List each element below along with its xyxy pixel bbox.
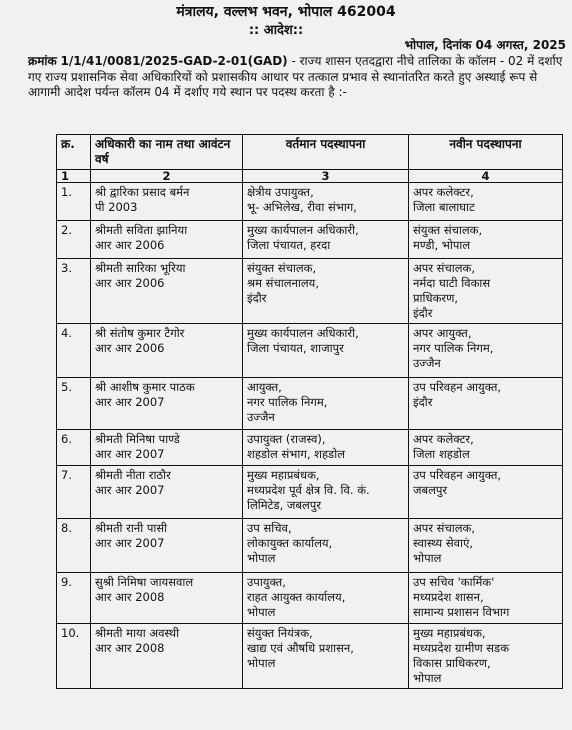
new-posting-line: अपर संचालक, [413, 261, 476, 275]
officer-name-line: आर आर 2007 [95, 395, 165, 409]
serial-cell: 6. [57, 430, 91, 466]
serial-cell: 1. [57, 183, 91, 221]
new-posting-line: उज्जैन [413, 356, 441, 370]
new-posting-line: अपर आयुक्त, [413, 326, 472, 340]
header-sn: क्र. [57, 135, 91, 170]
current-posting-line: इंदौर [247, 291, 267, 305]
current-posting-line: मध्यप्रदेश पूर्व क्षेत्र वि. वि. कं. [247, 483, 370, 497]
officer-name-line: आर आर 2006 [95, 276, 165, 290]
new-posting-line: भोपाल [413, 671, 442, 685]
new-posting-line: अपर कलेक्टर, [413, 185, 474, 199]
place-date: भोपाल, दिनांक 04 अगस्त, 2025 [404, 38, 566, 52]
office-address: मंत्रालय, वल्लभ भवन, भोपाल 462004 [176, 4, 396, 20]
current-posting-line: भोपाल [247, 551, 276, 565]
officer-name-line: आर आर 2007 [95, 447, 165, 461]
serial-cell: 2. [57, 221, 91, 259]
new-posting-line: मण्डी, भोपाल [413, 238, 471, 252]
new-posting-cell [409, 466, 563, 519]
new-posting-line: सामान्य प्रशासन विभाग [413, 605, 510, 619]
new-posting-cell [409, 519, 563, 573]
table-body [57, 183, 563, 689]
officer-name-line: श्री आशीष कुमार पाठक [95, 380, 195, 394]
current-posting-line: राहत आयुक्त कार्यालय, [247, 590, 346, 604]
current-posting-line: भू- अभिलेख, रीवा संभाग, [247, 200, 357, 214]
officer-name-line: सुश्री निमिषा जायसवाल [95, 575, 194, 589]
officer-name-line: आर आर 2006 [95, 341, 165, 355]
header-name: अधिकारी का नाम तथा आवंटन वर्ष [91, 135, 243, 170]
officer-name-cell [91, 324, 243, 378]
new-posting-cell [409, 324, 563, 378]
table-row [57, 573, 563, 624]
current-posting-line: खाद्य एवं औषधि प्रशासन, [247, 641, 354, 655]
current-posting-line: नगर पालिक निगम, [247, 395, 328, 409]
new-posting-line: प्राधिकरण, [413, 291, 459, 305]
current-posting-line: भोपाल [247, 605, 276, 619]
current-posting-line: उपायुक्त (राजस्व), [247, 432, 326, 446]
current-posting-line: मुख्य कार्यपालन अधिकारी, [247, 223, 359, 237]
colnum-4: 4 [409, 170, 563, 183]
officer-name-line: आर आर 2008 [95, 641, 165, 655]
officer-name-cell [91, 466, 243, 519]
current-posting-line: लिमिटेड, जबलपुर [247, 498, 322, 512]
serial-cell: 3. [57, 259, 91, 324]
current-posting-line: लोकायुक्त कार्यालय, [247, 536, 333, 550]
officer-name-cell [91, 519, 243, 573]
new-posting-line: उप सचिव 'कार्मिक' [413, 575, 495, 589]
new-posting-line: भोपाल [413, 551, 442, 565]
transfer-table [56, 134, 563, 689]
officer-name-line: श्रीमती माया अवस्थी [95, 626, 180, 640]
current-posting-cell [243, 324, 409, 378]
new-posting-line: उप परिवहन आयुक्त, [413, 380, 502, 394]
officer-name-line: आर आर 2006 [95, 238, 165, 252]
current-posting-cell [243, 466, 409, 519]
new-posting-cell [409, 183, 563, 221]
serial-cell: 9. [57, 573, 91, 624]
officer-name-line: श्रीमती मिनिषा पाण्डे [95, 432, 180, 446]
new-posting-line: जबलपुर [413, 483, 448, 497]
new-posting-line: स्वास्थ्य सेवाएं, [413, 536, 474, 550]
new-posting-cell [409, 259, 563, 324]
new-posting-line: अपर कलेक्टर, [413, 432, 474, 446]
current-posting-line: शहडोल संभाग, शहडोल [247, 447, 345, 461]
officer-name-line: श्री द्वारिका प्रसाद बर्मन [95, 185, 190, 199]
new-posting-line: इंदौर [413, 306, 433, 320]
current-posting-line: उप सचिव, [247, 521, 292, 535]
serial-cell: 7. [57, 466, 91, 519]
current-posting-line: क्षेत्रीय उपायुक्त, [247, 185, 314, 199]
officer-name-cell [91, 183, 243, 221]
new-posting-line: जिला शहडोल [413, 447, 470, 461]
new-posting-cell [409, 573, 563, 624]
current-posting-line: जिला पंचायत, हरदा [247, 238, 331, 252]
header-new: नवीन पदस्थापना [409, 135, 563, 170]
new-posting-cell [409, 624, 563, 689]
new-posting-line: मुख्य महाप्रबंधक, [413, 626, 486, 640]
current-posting-cell [243, 221, 409, 259]
officer-name-cell [91, 221, 243, 259]
current-posting-cell [243, 430, 409, 466]
table-header-row [57, 135, 563, 170]
table-row [57, 183, 563, 221]
current-posting-line: श्रम संचालनालय, [247, 276, 320, 290]
officer-name-line: श्रीमती सारिका भूरिया [95, 261, 186, 275]
new-posting-line: अपर संचालक, [413, 521, 476, 535]
table-row [57, 259, 563, 324]
serial-cell: 8. [57, 519, 91, 573]
officer-name-line: आर आर 2007 [95, 483, 165, 497]
table-row [57, 624, 563, 689]
new-posting-cell [409, 221, 563, 259]
officer-name-line: आर आर 2007 [95, 536, 165, 550]
new-posting-line: विकास प्राधिकरण, [413, 656, 491, 670]
officer-name-line: आर आर 2008 [95, 590, 165, 604]
table-row [57, 519, 563, 573]
new-posting-line: संयुक्त संचालक, [413, 223, 483, 237]
current-posting-cell [243, 259, 409, 324]
colnum-2: 2 [91, 170, 243, 183]
current-posting-line: मुख्य महाप्रबंधक, [247, 468, 320, 482]
table-row [57, 430, 563, 466]
current-posting-line: उज्जैन [247, 410, 275, 424]
new-posting-line: मध्यप्रदेश शासन, [413, 590, 484, 604]
current-posting-line: उपायुक्त, [247, 575, 286, 589]
current-posting-line: जिला पंचायत, शाजापुर [247, 341, 344, 355]
new-posting-line: इंदौर [413, 395, 433, 409]
table-row [57, 324, 563, 378]
table-row [57, 466, 563, 519]
current-posting-cell [243, 378, 409, 430]
officer-name-cell [91, 430, 243, 466]
column-number-row [57, 170, 563, 183]
current-posting-cell [243, 519, 409, 573]
current-posting-line: संयुक्त संचालक, [247, 261, 317, 275]
new-posting-line: नर्मदा घाटी विकास [413, 276, 491, 290]
order-text: - राज्य शासन एतदद्वारा नीचे तालिका के कॉलम - 02 में दर्शाए गए राज्य प्रशासनिक सेवा अधिकारियों को प्रशासकीय आधार पर तत्काल प्रभाव से स्थानांतरित करते हुए अस्थाई रूप से आगामी आदेश पर्यन्त कॉलम 04 में दर्शाए गये स्थान पर पदस्थ करता है :- [28, 54, 563, 99]
new-posting-cell [409, 378, 563, 430]
officer-name-line: पी 2003 [95, 200, 138, 214]
current-posting-cell [243, 573, 409, 624]
current-posting-line: मुख्य कार्यपालन अधिकारी, [247, 326, 359, 340]
colnum-3: 3 [243, 170, 409, 183]
order-paragraph [28, 54, 568, 101]
serial-cell: 4. [57, 324, 91, 378]
officer-name-cell [91, 378, 243, 430]
current-posting-line: संयुक्त नियंत्रक, [247, 626, 313, 640]
new-posting-line: नगर पालिक निगम, [413, 341, 494, 355]
table-row [57, 378, 563, 430]
officer-name-cell [91, 259, 243, 324]
officer-name-cell [91, 573, 243, 624]
header-current: वर्तमान पदस्थापना [243, 135, 409, 170]
current-posting-line: आयुक्त, [247, 380, 282, 394]
ref-number: 1/1/41/0081/2025-GAD-2-01(GAD) [60, 54, 288, 68]
serial-cell: 10. [57, 624, 91, 689]
new-posting-line: उप परिवहन आयुक्त, [413, 468, 502, 482]
order-title: :: आदेश:: [248, 23, 304, 38]
new-posting-cell [409, 430, 563, 466]
current-posting-cell [243, 624, 409, 689]
officer-name-cell [91, 624, 243, 689]
ref-label: क्रमांक [28, 54, 57, 68]
new-posting-line: जिला बालाघाट [413, 200, 475, 214]
officer-name-line: श्री संतोष कुमार टैगोर [95, 326, 185, 340]
officer-name-line: श्रीमती नीता राठौर [95, 468, 171, 482]
colnum-1: 1 [57, 170, 91, 183]
current-posting-cell [243, 183, 409, 221]
table-row [57, 221, 563, 259]
officer-name-line: श्रीमती रानी पासी [95, 521, 168, 535]
serial-cell: 5. [57, 378, 91, 430]
officer-name-line: श्रीमती सविता झानिया [95, 223, 188, 237]
current-posting-line: भोपाल [247, 656, 276, 670]
new-posting-line: मध्यप्रदेश ग्रामीण सडक [413, 641, 510, 655]
